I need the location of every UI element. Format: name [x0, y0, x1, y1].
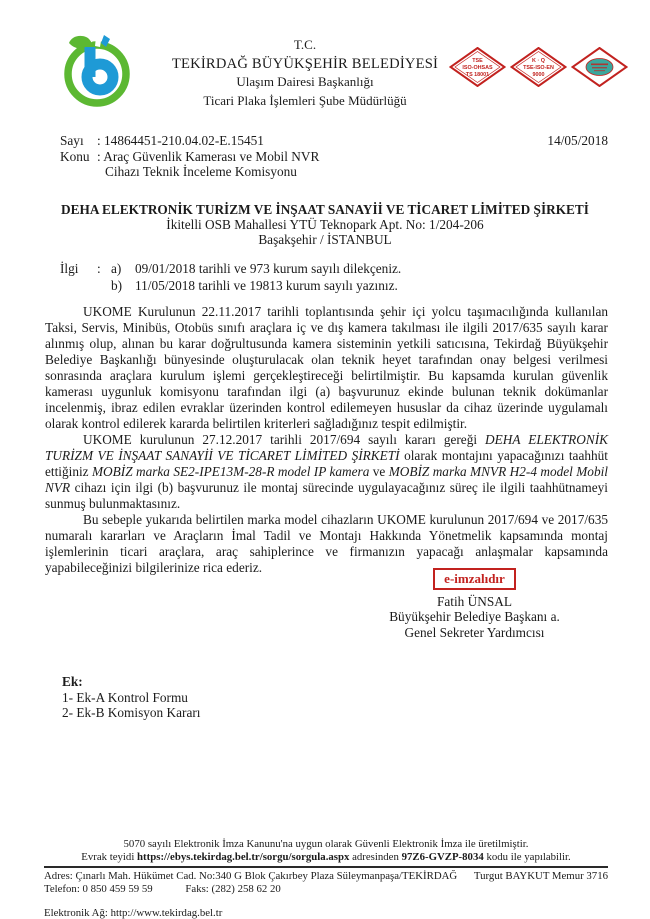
sayi-row — [60, 133, 608, 149]
kq-tse-iso-en-seal-icon — [510, 47, 567, 87]
body-paragraph-1: UKOME Kurulunun 22.11.2017 tarihli toplantısında şehir içi yolcu taşımacılığında kullanılan Taksi, Servis, Minibüs, Otobüs sınıfı araçlara iç ve dış kamera takılması ile ilgili 2017/635 sayılı karar alınmış olup, alınan bu karar doğrultusunda kamera sisteminin yetkili satıcısına, Tekirdağ Büyükşehir Belediye Başkanlığı bünyesinde oluşturulacak olan teknik heyet tarafından onay belgesi verilmesi sonrasında araçlara kurulum işlemi gerçekleştireceği belirtilmiştir. Bu kapsamda kurulan güvenlik kamerası uygunluk komisyonu tarafından ilgi (a) başvurunuz ekinde bulunan teknik dokümanlar incelenmiş, ibraz edilen evraklar üzerinden kontrol edilemeyen hususlar da cihaz üzerinde uygulamalı olarak kontrol edilerek kararda belirtilen kriterleri sağladığınız tespit edilmiştir. — [45, 304, 608, 431]
e-signature-stamp: e-imzalıdır — [433, 568, 516, 590]
attachments-label: Ek: — [62, 674, 83, 689]
nvr-model-italic: MOBİZ marka MNVR H2-4 model Mobil NVR — [45, 464, 608, 495]
svg-text:TS 18001: TS 18001 — [465, 72, 490, 78]
letterhead-municipality: TEKİRDAĞ BÜYÜKŞEHİR BELEDİYESİ — [171, 55, 439, 72]
signer-title1: Büyükşehir Belediye Başkanı a. — [389, 609, 560, 624]
konu-row — [60, 149, 608, 180]
signer-title2: Genel Sekreter Yardımcısı — [404, 624, 545, 640]
tse-oval-seal-icon — [571, 47, 628, 87]
footer-web: Elektronik Ağ: http://www.tekirdag.bel.tr — [44, 907, 223, 919]
verification-url: https://ebys.tekirdag.bel.tr/sorgu/sorgula.aspx — [137, 850, 350, 863]
attachment-item-1: 1- Ek-A Kontrol Formu — [62, 689, 188, 705]
footer-address: Adres: Çınarlı Mah. Hükümet Cad. No:340 G Blok Çakırbey Plaza Süleymanpaşa/TEKİRDAĞ — [44, 870, 458, 882]
ilgi-text-b: 11/05/2018 tarihli ve 19813 kurum sayılı yazınız. — [135, 278, 398, 293]
signature-block — [352, 568, 597, 640]
konu-line2: Cihazı Teknik İnceleme Komisyonu — [105, 164, 297, 179]
signer-name: Fatih ÜNSAL — [437, 593, 512, 609]
document-date: 14/05/2018 — [547, 133, 608, 148]
footer-fax: Faks: (282) 258 62 20 — [185, 882, 281, 895]
ilgi-marker-a: a) — [111, 261, 122, 276]
tse-iso-ohsas-seal-icon — [449, 47, 506, 87]
footer-address-row — [44, 870, 608, 883]
svg-text:9000: 9000 — [532, 72, 545, 78]
ilgi-colon: : — [97, 261, 101, 276]
certification-seals — [449, 47, 628, 87]
reference-item — [60, 277, 401, 294]
ilgi-text-a: 09/01/2018 tarihli ve 973 kurum sayılı dilekçeniz. — [135, 261, 402, 276]
ilgi-marker-b: b) — [111, 278, 123, 293]
body-paragraph-2: UKOME kurulunun 27.12.2017 tarihli 2017/694 sayılı kararı gereği DEHA ELEKTRONİK TURİZM VE İNŞAAT SANAYİİ VE TİCARET LİMİTED ŞİRKETİ olarak montajını yapacağınızı taahhüt ettiğiniz MOBİZ marka SE2-IPE13M-28-R model IP kamera ve MOBİZ marka MNVR H2-4 model Mobil NVR cihazı için ilgi (b) başvurunuz ile montaj sürecinde uygulayacağınız süreç ile ilgili taahhütnameyi sunmuş bulunmaktasınız. — [45, 432, 609, 511]
document-meta — [60, 133, 608, 180]
letterhead-sub-department: Ticari Plaka İşlemleri Şube Müdürlüğü — [203, 92, 407, 108]
municipality-logo-icon — [56, 31, 138, 109]
sayi-label: Sayı — [60, 133, 84, 148]
konu-value — [97, 149, 608, 180]
attachments-block — [62, 674, 200, 721]
camera-model-italic: MOBİZ marka SE2-IPE13M-28-R model IP kamera — [91, 464, 370, 479]
reference-item — [60, 260, 401, 277]
letter-body — [45, 304, 608, 576]
recipient-address-line2: Başakşehir / İSTANBUL — [258, 232, 392, 247]
ilgi-label: İlgi — [60, 261, 79, 276]
verification-line: Evrak teyidi https://ebys.tekirdag.bel.tr/sorgu/sorgula.aspx adresinden 97Z6-GVZP-8034 kodu ile yapılabilir. — [81, 850, 571, 863]
footer-phone: Telefon: 0 850 459 59 59 — [44, 882, 153, 895]
esignature-law-note: 5070 sayılı Elektronik İmza Kanunu'na uygun olarak Güvenli Elektronik İmza ile üretilmiştir. — [123, 838, 529, 850]
svg-text:TSE: TSE — [472, 58, 483, 64]
recipient-name: DEHA ELEKTRONİK TURİZM VE İNŞAAT SANAYİİ VE TİCARET LİMİTED ŞİRKETİ — [61, 202, 589, 217]
svg-text:K · Q: K · Q — [532, 58, 545, 64]
recipient-block — [0, 202, 650, 247]
letterhead-tc: T.C. — [293, 37, 317, 52]
references-block — [60, 260, 401, 294]
sayi-value: : 14864451-210.04.02-E.15451 — [97, 133, 264, 148]
verification-code: 97Z6-GVZP-8034 — [401, 850, 484, 863]
konu-line1: : Araç Güvenlik Kamerası ve Mobil NVR — [97, 148, 320, 164]
attachment-item-2: 2- Ek-B Komisyon Kararı — [62, 705, 201, 720]
konu-label: Konu — [60, 148, 90, 164]
letterhead-department: Ulaşım Dairesi Başkanlığı — [236, 74, 374, 89]
letterhead — [140, 36, 470, 110]
svg-text:TSE-ISO-EN: TSE-ISO-EN — [523, 65, 554, 71]
svg-text:ISO-OHSAS: ISO-OHSAS — [462, 65, 493, 71]
body-paragraph-3: Bu sebeple yukarıda belirtilen marka model cihazların UKOME kurulunun 2017/694 ve 2017/635 numaralı kararları ve Araçların İmal Tadil ve Montajı Hakkında Yönetmelik kapsamında montaj işlemlerinin ticari araçlara, araç sahiplerince ve firmanızın yapacağı anlaşmalar kapsamında yapabileceğinizi bilgilerinize rica ederiz. — [45, 512, 608, 575]
footer-officer: Turgut BAYKUT Memur 3716 — [473, 870, 608, 882]
recipient-address-line1: İkitelli OSB Mahallesi YTÜ Teknopark Apt. No: 1/204-206 — [166, 217, 484, 232]
document-footer — [44, 838, 608, 919]
footer-phone-row — [44, 883, 608, 896]
company-name-italic: DEHA ELEKTRONİK TURİZM VE İNŞAAT SANAYİİ VE TİCARET LİMİTED ŞİRKETİ — [45, 432, 609, 463]
